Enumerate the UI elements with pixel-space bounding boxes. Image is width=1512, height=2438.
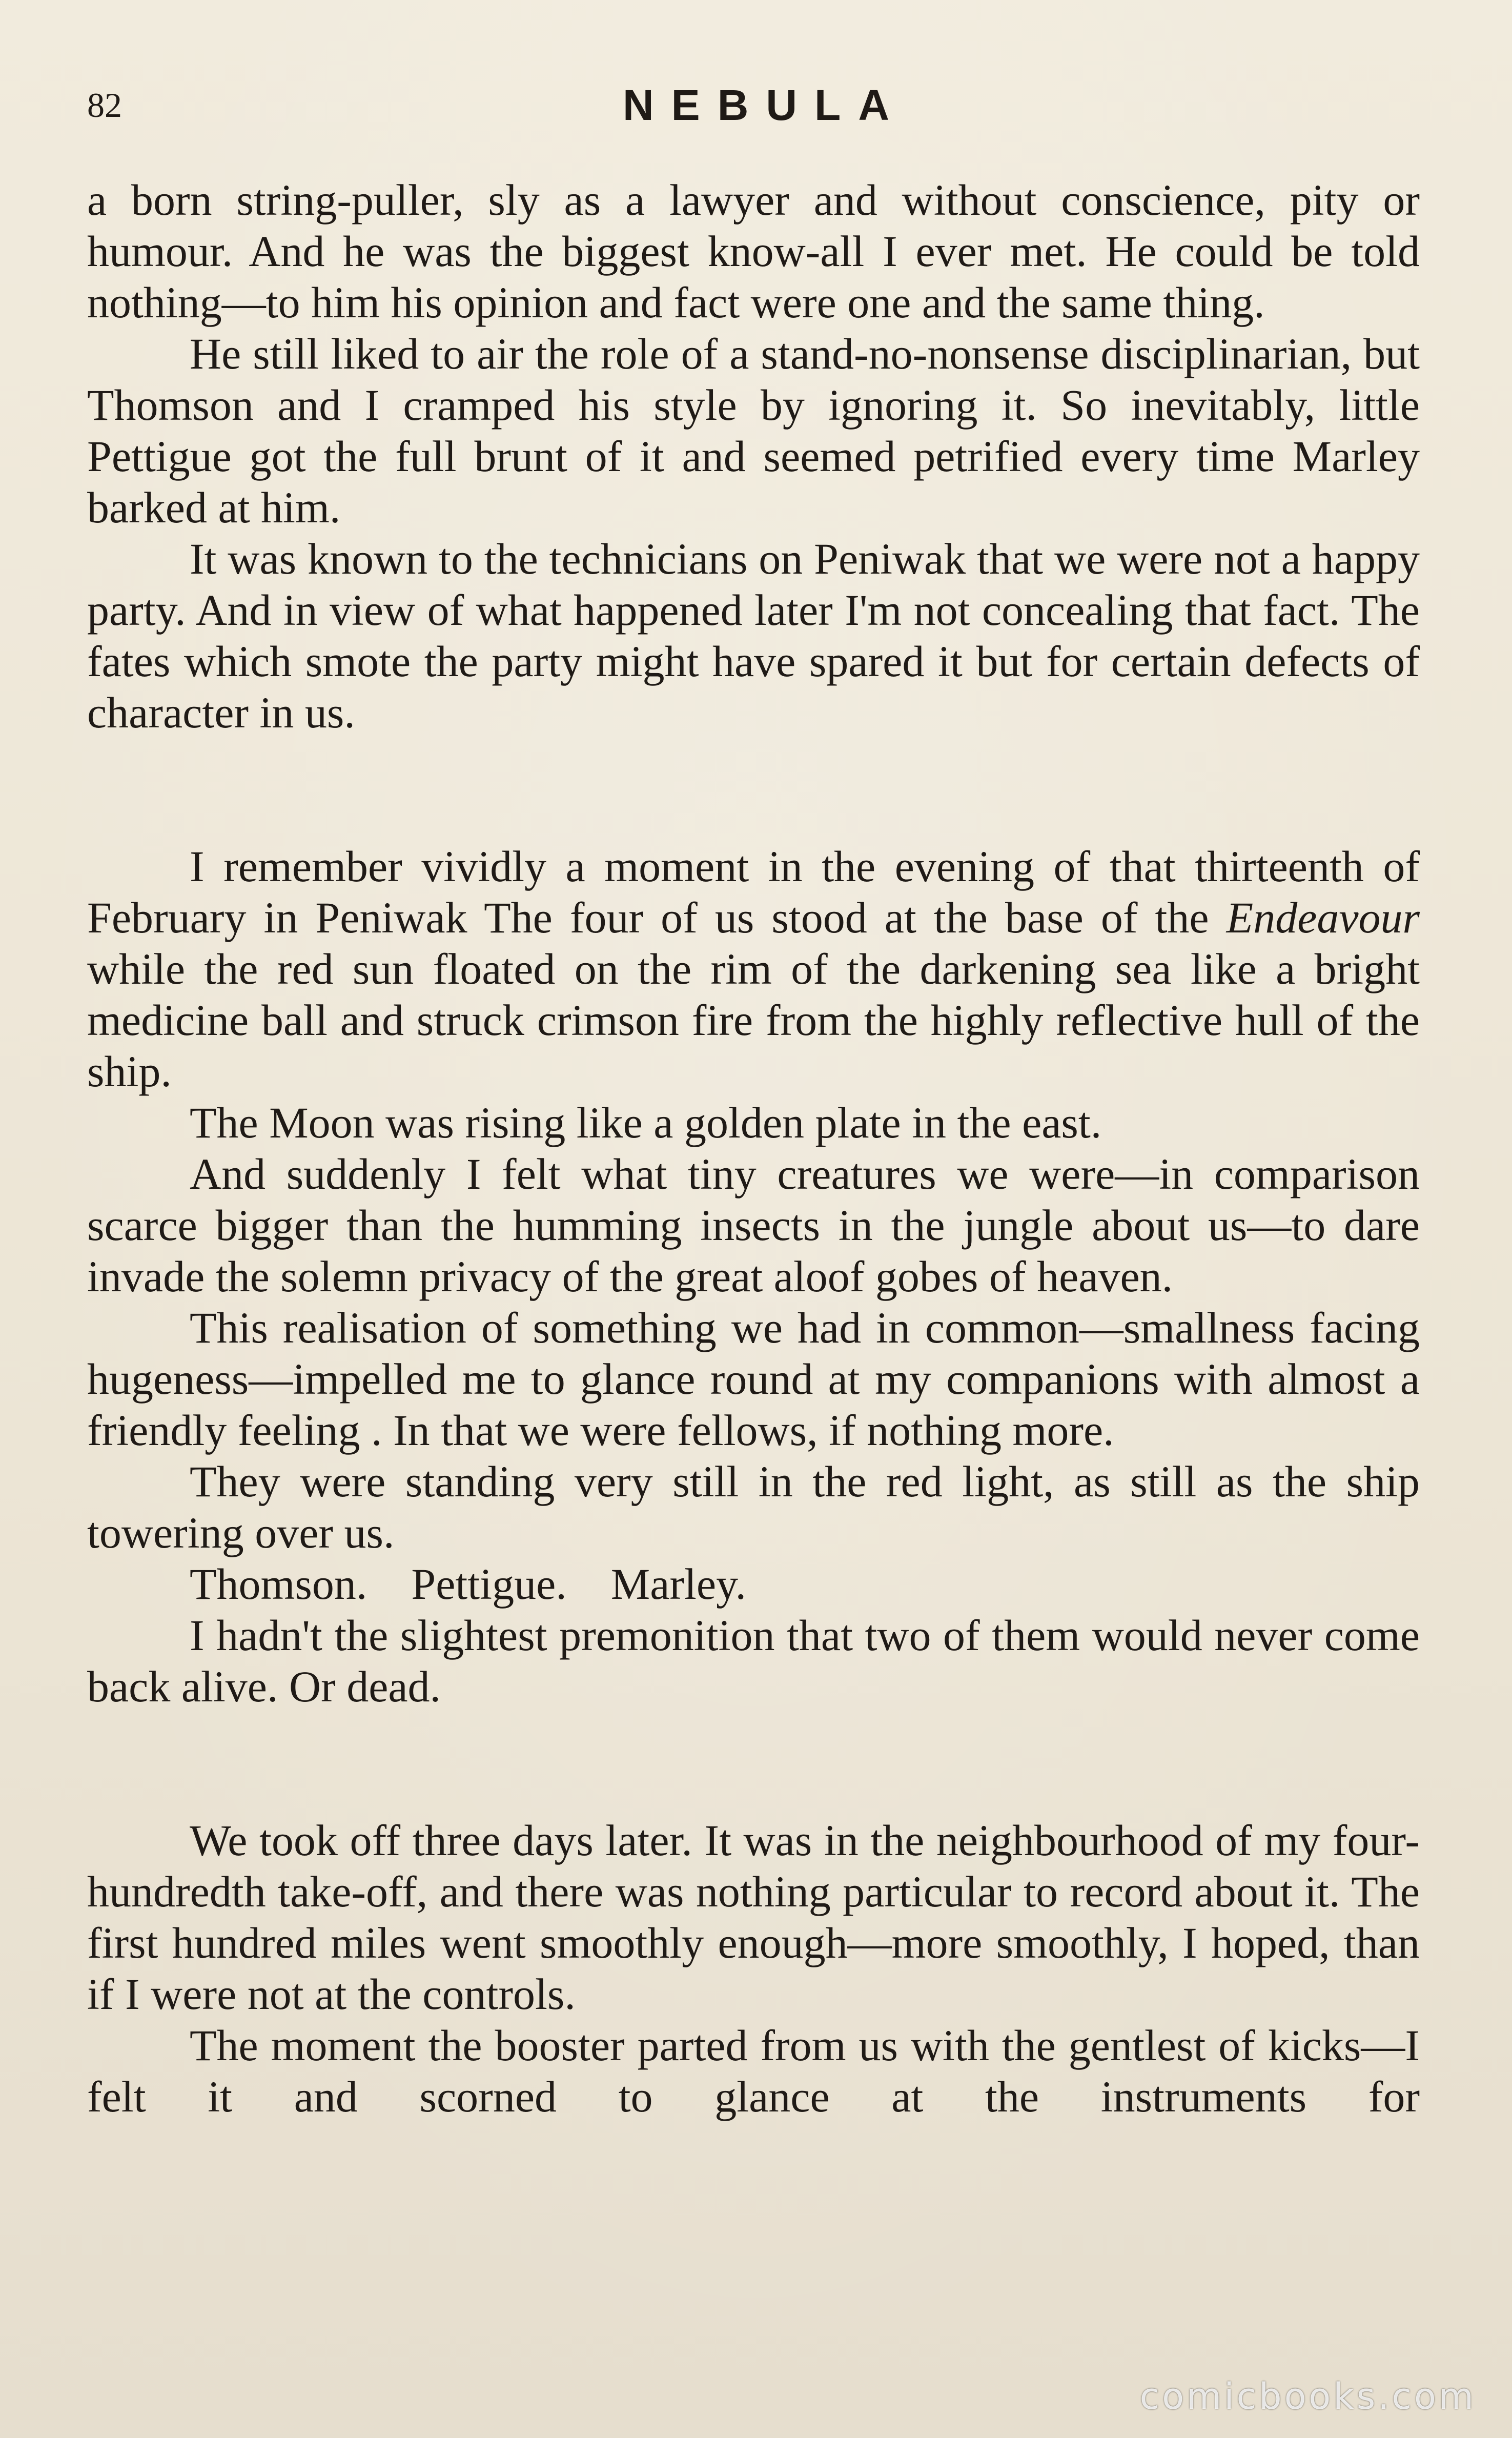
paragraph: a born string-puller, sly as a lawyer and without conscience, pity or humour. And he was the biggest know-all I ever met. He could be told nothing—to him his opinion and fact were one and the same thing. xyxy=(87,175,1420,327)
paragraph: And suddenly I felt what tiny creatures we were—in comparison scarce bigger than the humming insects in the jungle about us—to dare invade the solemn privacy of the great aloof gobes of heaven. xyxy=(87,1149,1420,1301)
paragraph: It was known to the technicians on Peniwak that we were not a happy party. And in view of what happened later I'm not concealing that fact. The fates which smote the party might have spared it but for certain defects of character in us. xyxy=(87,534,1420,737)
magazine-title: NEBULA xyxy=(623,81,907,129)
paragraph: We took off three days later. It was in the neighbourhood of my four-hundredth take-off, and there was nothing particular to record about it. The first hundred miles went smoothly enough—more smoothly, I hoped, than if I were not at the controls. xyxy=(87,1816,1420,2019)
watermark: comicbooks.com xyxy=(1139,2375,1476,2417)
paragraph: I hadn't the slightest premonition that two of them would never come back alive. Or dead. xyxy=(87,1611,1420,1711)
paragraph: They were standing very still in the red light, as still as the ship towering over us. xyxy=(87,1457,1420,1557)
paragraph: This realisation of something we had in common—smallness facing hugeness—impelled me to glance round at my companions with almost a friendly feeling . In that we were fellows, if nothing more. xyxy=(87,1303,1420,1455)
paragraph: The moment the booster parted from us with the gentlest of kicks—I felt it and scorned to glance at the instruments for xyxy=(87,2021,1420,2121)
paragraph xyxy=(87,841,1420,1097)
article-body xyxy=(87,174,1420,2122)
paragraph: Thomson. Pettigue. Marley. xyxy=(190,1559,747,1609)
paragraph: The Moon was rising like a golden plate in the east. xyxy=(190,1098,1102,1147)
page-header xyxy=(87,77,1425,133)
paragraph-text: while the red sun floated on the rim of the darkening sea like a bright medicine ball and struck crimson fire from the highly reflective hull of the ship. xyxy=(87,944,1420,1096)
paragraph-text: I remember vividly a moment in the evening of that thirteenth of February in Peniwak The four of us stood at the base of the xyxy=(87,842,1420,942)
section-break xyxy=(87,1712,1420,1815)
page-number: 82 xyxy=(87,86,122,125)
paragraph: He still liked to air the role of a stand-no-nonsense disciplinarian, but Thomson and I cramped his style by ignoring it. So inevitably, little Pettigue got the full brunt of it and seemed petrified every time Marley barked at him. xyxy=(87,329,1420,532)
section-break xyxy=(87,738,1420,841)
ship-name: Endeavour xyxy=(1226,893,1420,942)
